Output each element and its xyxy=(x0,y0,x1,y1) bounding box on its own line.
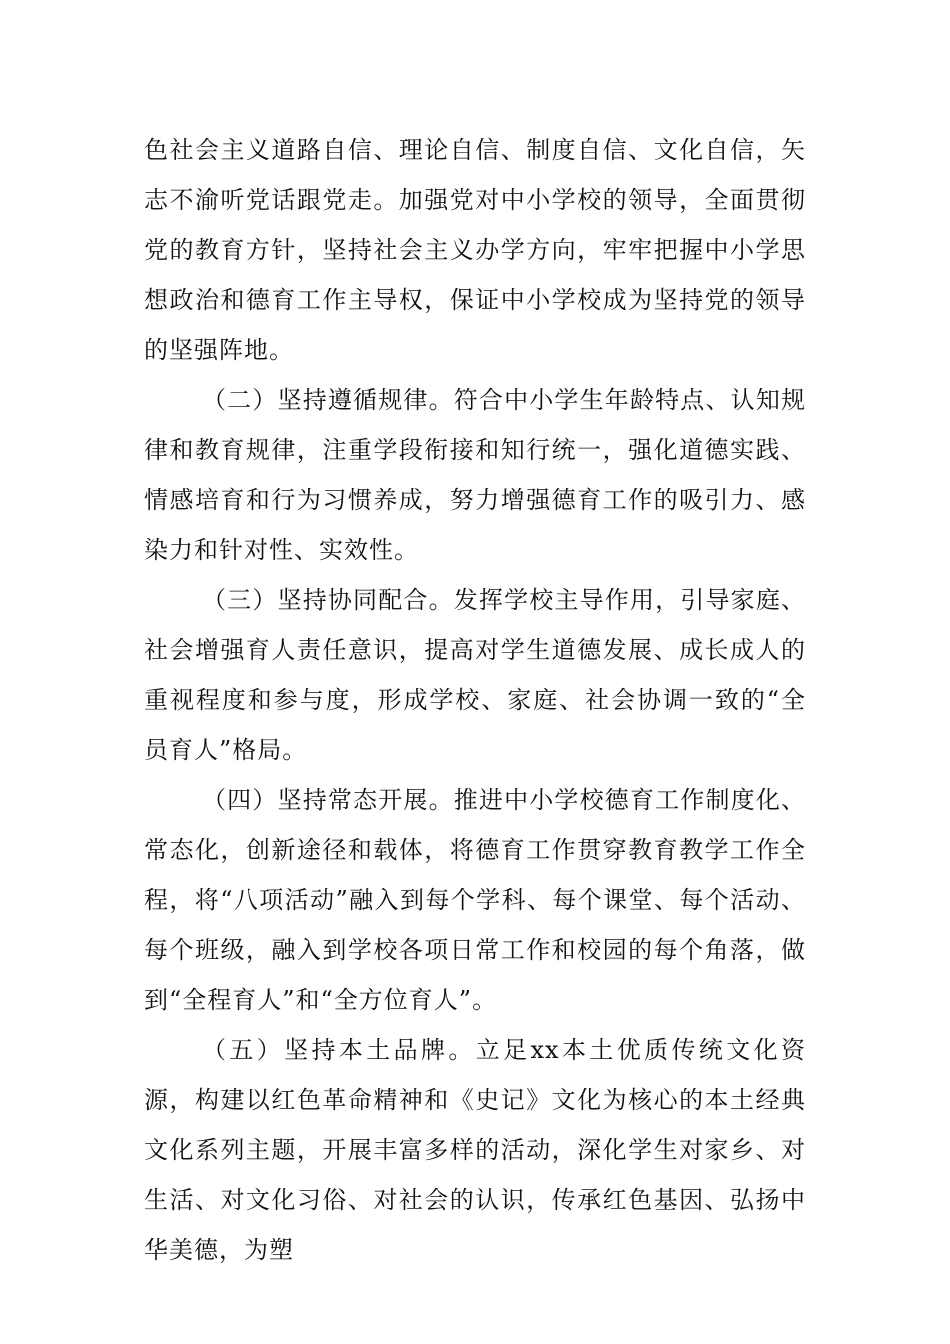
paragraph-local-brand: （五）坚持本土品牌。立足xx本土优质传统文化资源，构建以红色革命精神和《史记》文化为核心的本土经典文化系列主题，开展丰富多样的活动，深化学生对家乡、对生活、对文化习俗、对社会的认识，传承红色基因、弘扬中华美德，为塑 xyxy=(144,1036,806,1264)
paragraph-continuation: 色社会主义道路自信、理论自信、制度自信、文化自信，矢志不渝听党话跟党走。加强党对中小学校的领导，全面贯彻党的教育方针，坚持社会主义办学方向，牢牢把握中小学思想政治和德育工作主导权，保证中小学校成为坚持党的领导的坚强阵地。 xyxy=(144,136,806,364)
paragraph-coordination: （三）坚持协同配合。发挥学校主导作用，引导家庭、社会增强育人责任意识，提高对学生道德发展、成长成人的重视程度和参与度，形成学校、家庭、社会协调一致的“全员育人”格局。 xyxy=(144,586,806,764)
paragraph-normalization: （四）坚持常态开展。推进中小学校德育工作制度化、常态化，创新途径和载体，将德育工作贯穿教育教学工作全程，将“八项活动”融入到每个学科、每个课堂、每个活动、每个班级，融入到学校各项日常工作和校园的每个角落，做到“全程育人”和“全方位育人”。 xyxy=(144,786,806,1014)
paragraph-follow-rules: （二）坚持遵循规律。符合中小学生年龄特点、认知规律和教育规律，注重学段衔接和知行统一，强化道德实践、情感培育和行为习惯养成，努力增强德育工作的吸引力、感染力和针对性、实效性。 xyxy=(144,386,806,564)
document-body xyxy=(144,125,806,1275)
